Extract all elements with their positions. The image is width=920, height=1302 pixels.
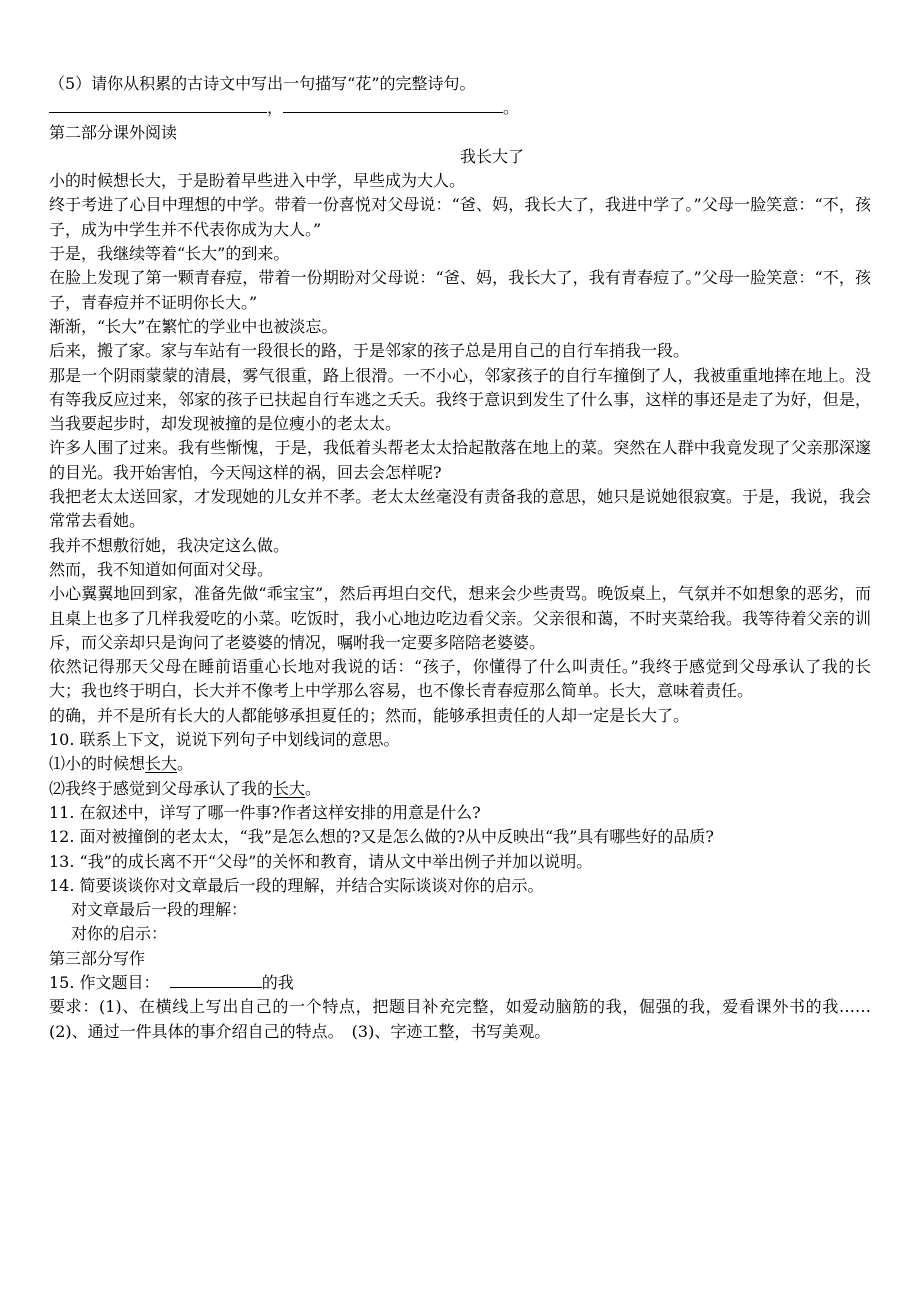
answer-blank-2[interactable] — [283, 98, 503, 113]
question-15: 15. 作文题目： 的我 — [49, 972, 294, 992]
answer-line: ， 。 — [49, 96, 871, 120]
question-10-1: ⑴小的时候想长大。 — [49, 754, 194, 774]
article-paragraph: 后来，搬了家。家与车站有一段很长的路，于是邻家的孩子总是用自己的自行车捎我一段。 — [49, 341, 690, 361]
title-blank[interactable] — [170, 973, 262, 988]
article-paragraph: 我并不想敷衍她，我决定这么做。 — [49, 535, 290, 555]
article-paragraph: 于是，我继续等着“长大”的到来。 — [49, 244, 290, 264]
article-paragraph: 依然记得那天父母在睡前语重心长地对我说的话：“孩子，你懂得了什么叫责任。”我终于感觉到父母承认了我的长大；我也终于明白，长大并不像考上中学那么容易，也不像长青春痘那么简单。长大，意味着责任。 — [49, 657, 871, 701]
article-paragraph: 我把老太太送回家，才发现她的儿女并不孝。老太太丝毫没有责备我的意思，她只是说她很寂寞。于是，我说，我会常常去看她。 — [49, 487, 871, 531]
article-paragraph: 小的时候想长大，于是盼着早些进入中学，早些成为大人。 — [49, 171, 466, 191]
writing-requirements: 要求：(1)、在横线上写出自己的一个特点，把题目补充完整，如爱动脑筋的我，倔强的我，爱看课外书的我…… (2)、通过一件具体的事介绍自己的特点。 (3)、字迹工整，书写美观。 — [49, 997, 888, 1041]
section-heading-writing: 第三部分写作 — [49, 948, 146, 968]
article-paragraph: 小心翼翼地回到家，准备先做“乖宝宝”，然后再坦白交代，想来会少些责骂。晚饭桌上，气氛并不如想象的恶劣，而且桌上也多了几样我爱吃的小菜。吃饭时，我小心地边吃边看父亲。父亲很和蔼，不时夹菜给我。我等待着父亲的训斥，而父亲却只是询问了老婆婆的情况，嘱咐我一定要多陪陪老婆婆。 — [49, 584, 871, 652]
underlined-word: 长大 — [273, 778, 306, 798]
question-10-2: ⑵我终于感觉到父母承认了我的长大。 — [49, 778, 322, 798]
article-paragraph: 在脸上发现了第一颗青春痘，带着一份期盼对父母说：“爸、妈，我长大了，我有青春痘了。”父母一脸笑意：“不，孩子，青春痘并不证明你长大。” — [49, 268, 871, 312]
document-page — [49, 72, 888, 1044]
question-14-understanding: 对文章最后一段的理解： — [71, 900, 248, 920]
question-13: 13. “我”的成长离不开“父母”的关怀和教育，请从文中举出例子并加以说明。 — [49, 851, 593, 871]
question-11: 11. 在叙述中，详写了哪一件事?作者这样安排的用意是什么? — [49, 802, 481, 822]
question-12: 12. 面对被撞倒的老太太，“我”是怎么想的?又是怎么做的?从中反映出“我”具有哪些好的品质? — [49, 827, 714, 847]
article-title: 我长大了 — [459, 146, 524, 166]
article-paragraph: 的确，并不是所有长大的人都能够承担夏任的；然而，能够承担责任的人却一定是长大了。 — [49, 705, 690, 725]
article-paragraph: 然而，我不知道如何面对父母。 — [49, 559, 274, 579]
article-paragraph: 许多人围了过来。我有些惭愧，于是，我低着头帮老太太拾起散落在地上的菜。突然在人群中我竟发现了父亲那深邃的目光。我开始害怕，今天闯这样的祸，回去会怎样呢? — [49, 438, 871, 482]
question-10: 10. 联系上下文，说说下列句子中划线词的意思。 — [49, 730, 400, 750]
underlined-word: 长大 — [145, 754, 178, 774]
answer-blank-1[interactable] — [49, 98, 267, 113]
section-heading-reading: 第二部分课外阅读 — [49, 122, 178, 142]
article-paragraph: 渐渐，“长大”在繁忙的学业中也被淡忘。 — [49, 316, 338, 336]
question-5: （5）请你从积累的古诗文中写出一句描写“花”的完整诗句。 — [49, 74, 476, 93]
question-14: 14. 简要谈谈你对文章最后一段的理解，并结合实际谈谈对你的启示。 — [49, 875, 544, 895]
article-paragraph: 终于考进了心目中理想的中学。带着一份喜悦对父母说：“爸、妈，我长大了，我进中学了。”父母一脸笑意：“不，孩子，成为中学生并不代表你成为大人。” — [49, 195, 871, 239]
article-paragraph: 那是一个阴雨蒙蒙的清晨，雾气很重，路上很滑。一不小心，邻家孩子的自行车撞倒了人，我被重重地摔在地上。没有等我反应过来，邻家的孩子已扶起自行车逃之夭夭。我终于意识到发生了什么事，这样的事还是走了为好，但是，当我要起步时，却发现被撞的是位瘦小的老太太。 — [49, 365, 871, 434]
question-14-inspiration: 对你的启示： — [71, 924, 168, 944]
